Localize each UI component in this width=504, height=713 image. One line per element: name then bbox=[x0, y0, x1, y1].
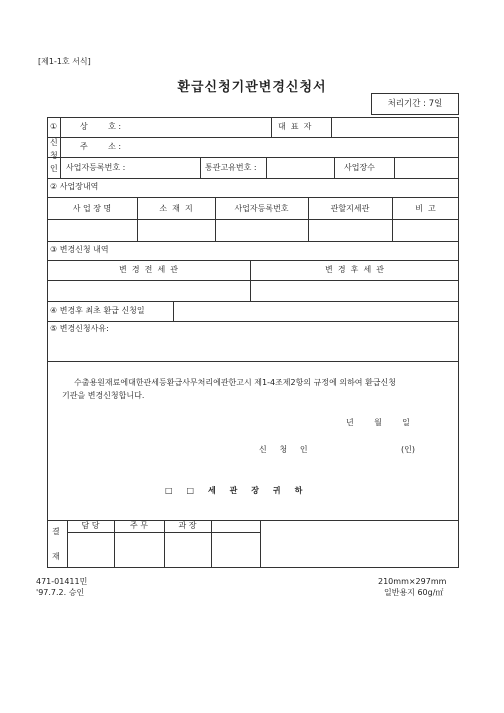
section5-title: ⑤ 변경신청사유: bbox=[50, 324, 109, 333]
processing-period: 처리기간 : 7일 bbox=[387, 99, 443, 109]
form-code: [제1-1호 서식] bbox=[38, 57, 91, 66]
addressee: □ □ 세 관 장 귀 하 bbox=[165, 486, 303, 495]
col-header-location: 소 재 지 bbox=[159, 204, 193, 213]
paper-type: 일반용지 60g/㎡ bbox=[384, 588, 444, 597]
business-location-label: 사업장수 bbox=[344, 163, 375, 172]
section1-marker: ① bbox=[50, 122, 58, 131]
applicant-label-char: 청 bbox=[50, 151, 58, 160]
statement-line2: 기관을 변경신청합니다. bbox=[62, 391, 145, 400]
col-header-customs-office: 관할지세관 bbox=[330, 204, 370, 213]
customs-code-label: 통관고유번호 : bbox=[205, 163, 257, 172]
col-header-remarks: 비 고 bbox=[415, 204, 436, 213]
after-customs-header: 변 경 후 세 관 bbox=[325, 265, 384, 274]
business-reg-no-label: 사업자등록번호 : bbox=[66, 163, 126, 172]
approval-header-officer: 주 무 bbox=[130, 521, 148, 530]
seal-label: (인) bbox=[401, 445, 415, 454]
trade-name-label: 상 호 : bbox=[80, 122, 122, 131]
approval-date: '97.7.2. 승인 bbox=[36, 588, 85, 597]
applicant-label-char: 신 bbox=[50, 138, 58, 147]
approval-header-chief: 과 장 bbox=[178, 521, 197, 530]
applicant-signature-label: 신 청 인 bbox=[259, 445, 308, 454]
form-number: 471-01411민 bbox=[36, 577, 88, 586]
approval-label-char: 결 bbox=[52, 527, 60, 536]
paper-size: 210mm×297mm bbox=[378, 577, 447, 586]
approval-header-staff: 담 당 bbox=[81, 521, 100, 530]
section2-title: ② 사업장내역 bbox=[50, 182, 99, 191]
processing-period-box bbox=[371, 93, 459, 115]
col-header-business-reg-no: 사업자등록번호 bbox=[234, 204, 289, 213]
section4-title: ④ 변경후 최초 환급 신청일 bbox=[50, 306, 145, 315]
form-frame bbox=[47, 117, 459, 568]
statement-line1: 수출용원재료에대한관세등환급사무처리에관한고시 제1-4조제2항의 규정에 의하여 환급신청 bbox=[74, 378, 396, 387]
col-header-business-name: 사 업 장 명 bbox=[72, 204, 112, 213]
representative-label: 대 표 자 bbox=[278, 122, 312, 131]
address-label: 주 소 : bbox=[80, 142, 122, 151]
before-customs-header: 변 경 전 세 관 bbox=[119, 265, 178, 274]
date-label: 년 월 일 bbox=[346, 418, 410, 427]
section3-title: ③ 변경신청 내역 bbox=[50, 245, 109, 254]
page-title: 환급신청기관변경신청서 bbox=[177, 80, 327, 95]
applicant-label-char: 인 bbox=[50, 164, 58, 173]
approval-label-char: 재 bbox=[52, 552, 60, 561]
